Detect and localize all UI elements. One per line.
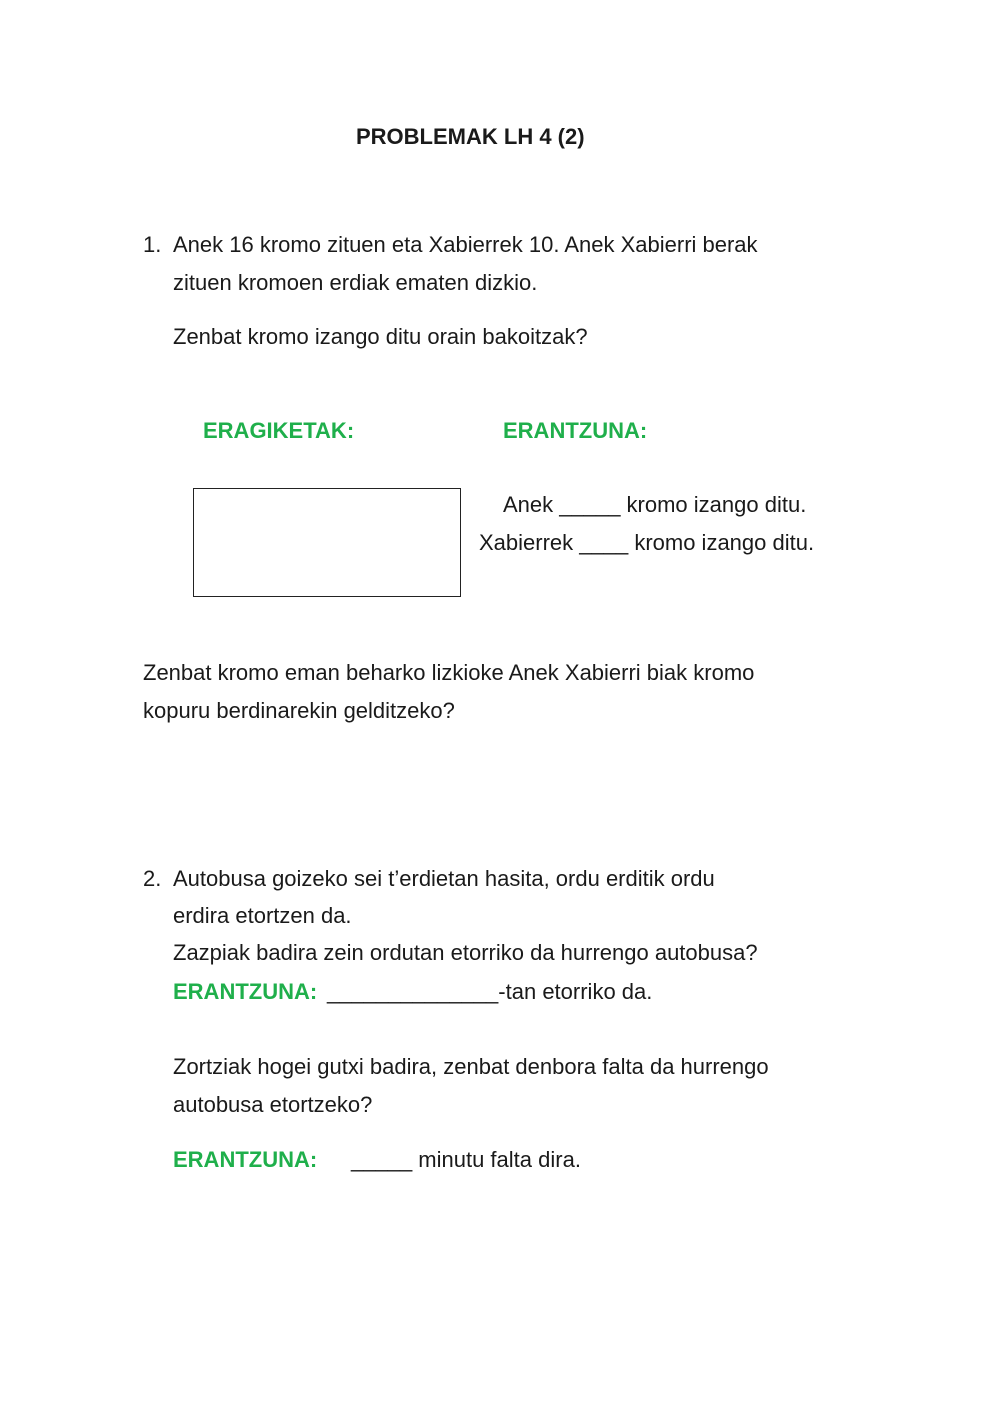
- problem-2-answer-1-text: ______________-tan etorriko da.: [327, 979, 653, 1004]
- problem-2-question-2-line-1: Zortziak hogei gutxi badira, zenbat denbora falta da hurrengo: [173, 1054, 769, 1079]
- problem-1-question: Zenbat kromo izango ditu orain bakoitzak?: [173, 324, 588, 349]
- problem-2-answer-1-label: ERANTZUNA:: [173, 979, 318, 1004]
- answer-anek: Anek _____ kromo izango ditu.: [503, 492, 807, 517]
- problem-1-text-line-1: Anek 16 kromo zituen eta Xabierrek 10. Anek Xabierri berak: [173, 232, 758, 257]
- problem-2-text-line-2: erdira etortzen da.: [173, 903, 352, 928]
- problem-2-answer-2-text: _____ minutu falta dira.: [351, 1147, 581, 1172]
- problem-2-question-2-line-2: autobusa etortzeko?: [173, 1092, 373, 1117]
- answer-label: ERANTZUNA:: [503, 418, 648, 443]
- followup-question-line-2: kopuru berdinarekin gelditzeko?: [143, 698, 455, 723]
- followup-question-line-1: Zenbat kromo eman beharko lizkioke Anek Xabierri biak kromo: [143, 660, 755, 685]
- problem-2-question-1: Zazpiak badira zein ordutan etorriko da hurrengo autobusa?: [173, 940, 758, 965]
- problem-2-answer-2-label: ERANTZUNA:: [173, 1147, 318, 1172]
- operations-box[interactable]: [193, 488, 461, 597]
- operations-label: ERAGIKETAK:: [203, 418, 355, 443]
- problem-2-text-line-1: Autobusa goizeko sei t’erdietan hasita, ordu erditik ordu: [173, 866, 715, 891]
- problem-2-number: 2.: [143, 866, 162, 891]
- page-title: PROBLEMAK LH 4 (2): [356, 124, 585, 149]
- answer-xabierrek: Xabierrek ____ kromo izango ditu.: [479, 530, 815, 555]
- problem-1-number: 1.: [143, 232, 162, 257]
- problem-1-text-line-2: zituen kromoen erdiak ematen dizkio.: [173, 270, 538, 295]
